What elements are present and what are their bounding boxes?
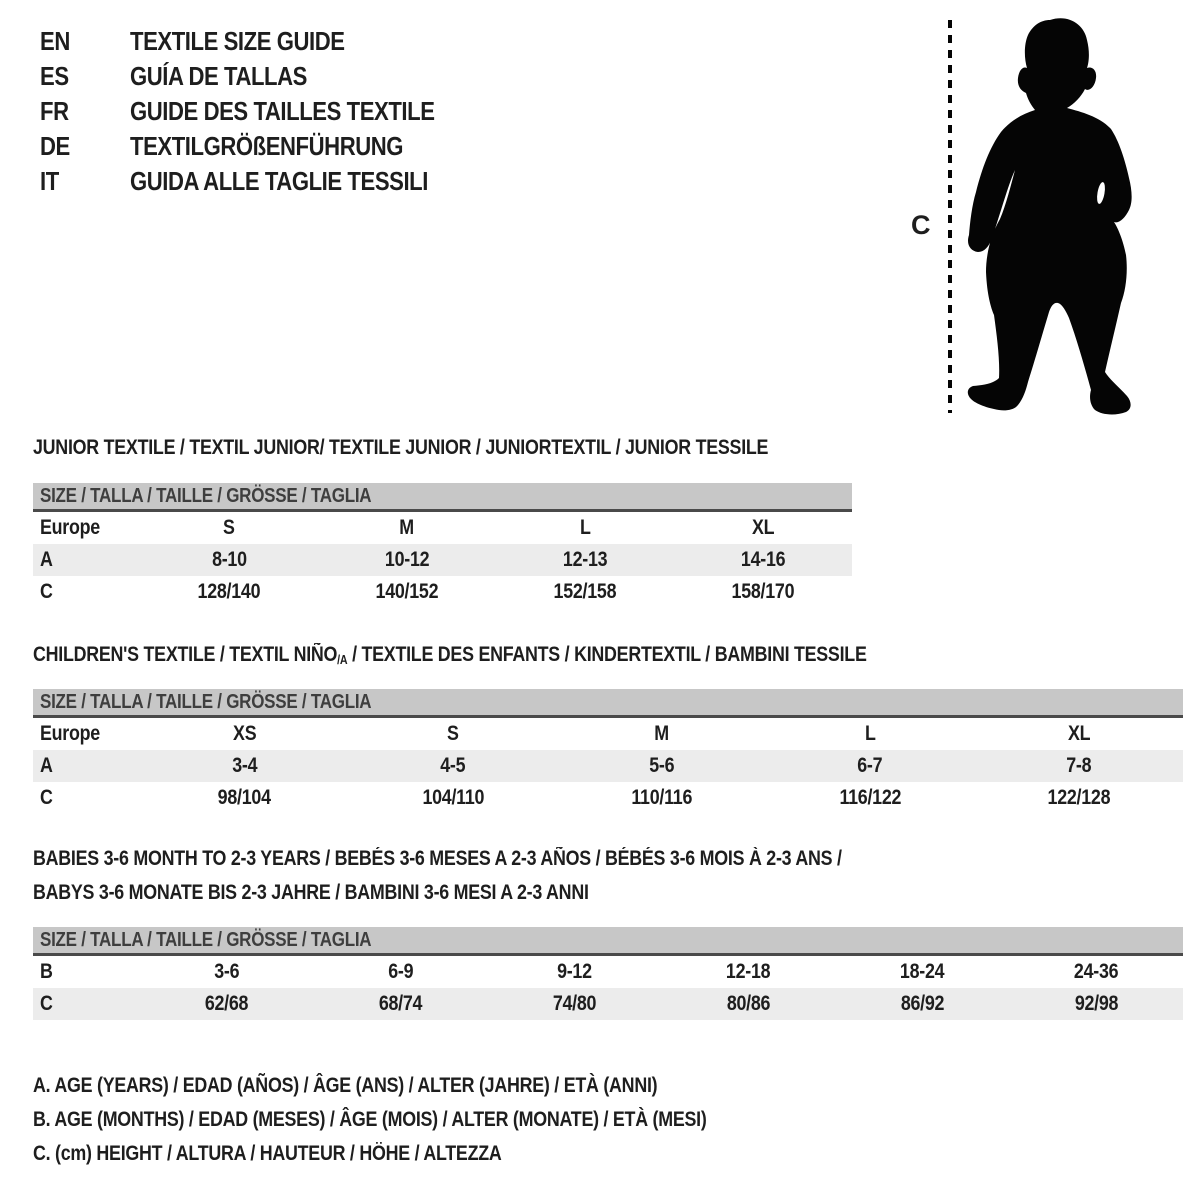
children-section-heading: CHILDREN'S TEXTILE / TEXTIL NIÑO/A / TEXTILE DES ENFANTS / KINDERTEXTIL / BAMBINI TESSILE	[33, 643, 867, 667]
legend-line-a: A. AGE (YEARS) / EDAD (AÑOS) / ÂGE (ANS) / ALTER (JAHRE) / ETÀ (ANNI)	[33, 1074, 658, 1097]
guide-title-de: TEXTILGRÖßENFÜHRUNG	[130, 131, 404, 161]
lang-code: IT	[40, 166, 59, 196]
lang-code: EN	[40, 26, 70, 56]
table-row-height: C 128/140 140/152 152/158 158/170	[40, 580, 795, 603]
language-title-list	[40, 24, 488, 199]
table-row-europe: Europe S M L XL	[40, 516, 775, 539]
size-header-bar: SIZE / TALLA / TAILLE / GRÖSSE / TAGLIA	[33, 689, 1183, 718]
junior-size-table	[33, 483, 852, 608]
guide-title-it: GUIDA ALLE TAGLIE TESSILI	[130, 166, 428, 196]
lang-row-es	[40, 59, 488, 94]
babies-section-heading-line1: BABIES 3-6 MONTH TO 2-3 YEARS / BEBÉS 3-6 MESES A 2-3 AÑOS / BÉBÉS 3-6 MOIS À 2-3 ANS /	[33, 847, 842, 870]
height-measure-label: C	[911, 210, 931, 240]
guide-title-es: GUÍA DE TALLAS	[130, 61, 307, 91]
babies-size-table	[33, 927, 1183, 1020]
lang-row-it	[40, 164, 488, 199]
table-row-age-months: B 3-6 6-9 9-12 12-18 18-24 24-36	[40, 960, 1119, 983]
table-row-age-years: A 8-10 10-12 12-13 14-16	[33, 544, 852, 576]
guide-title-en: TEXTILE SIZE GUIDE	[130, 26, 345, 56]
size-header-bar: SIZE / TALLA / TAILLE / GRÖSSE / TAGLIA	[33, 483, 852, 512]
table-row-height: C 98/104 104/110 110/116 116/122 122/128	[40, 786, 1111, 809]
lang-code: FR	[40, 96, 69, 126]
toddler-silhouette	[938, 4, 1150, 426]
table-row-height: C 62/68 68/74 74/80 80/86 86/92 92/98	[33, 988, 1183, 1020]
table-row-age-years: A 3-4 4-5 5-6 6-7 7-8	[33, 750, 1183, 782]
guide-title-fr: GUIDE DES TAILLES TEXTILE	[130, 96, 435, 126]
legend	[33, 1069, 825, 1171]
babies-section-heading-line2: BABYS 3-6 MONATE BIS 2-3 JAHRE / BAMBINI 3-6 MESI A 2-3 ANNI	[33, 881, 589, 904]
lang-row-en	[40, 24, 488, 59]
junior-section-heading: JUNIOR TEXTILE / TEXTIL JUNIOR/ TEXTILE JUNIOR / JUNIORTEXTIL / JUNIOR TESSILE	[33, 436, 769, 459]
children-size-table	[33, 689, 1183, 814]
size-header-bar: SIZE / TALLA / TAILLE / GRÖSSE / TAGLIA	[33, 927, 1183, 956]
lang-code: ES	[40, 61, 69, 91]
nino-a-subscript: /A	[337, 653, 348, 667]
lang-row-fr	[40, 94, 488, 129]
legend-line-b: B. AGE (MONTHS) / EDAD (MESES) / ÂGE (MOIS) / ALTER (MONATE) / ETÀ (MESI)	[33, 1108, 707, 1131]
lang-code: DE	[40, 131, 70, 161]
toddler-body	[968, 18, 1132, 414]
table-row-europe: Europe XS S M L XL	[40, 722, 1090, 745]
lang-row-de	[40, 129, 488, 164]
legend-line-c: C. (cm) HEIGHT / ALTURA / HAUTEUR / HÖHE / ALTEZZA	[33, 1142, 502, 1165]
